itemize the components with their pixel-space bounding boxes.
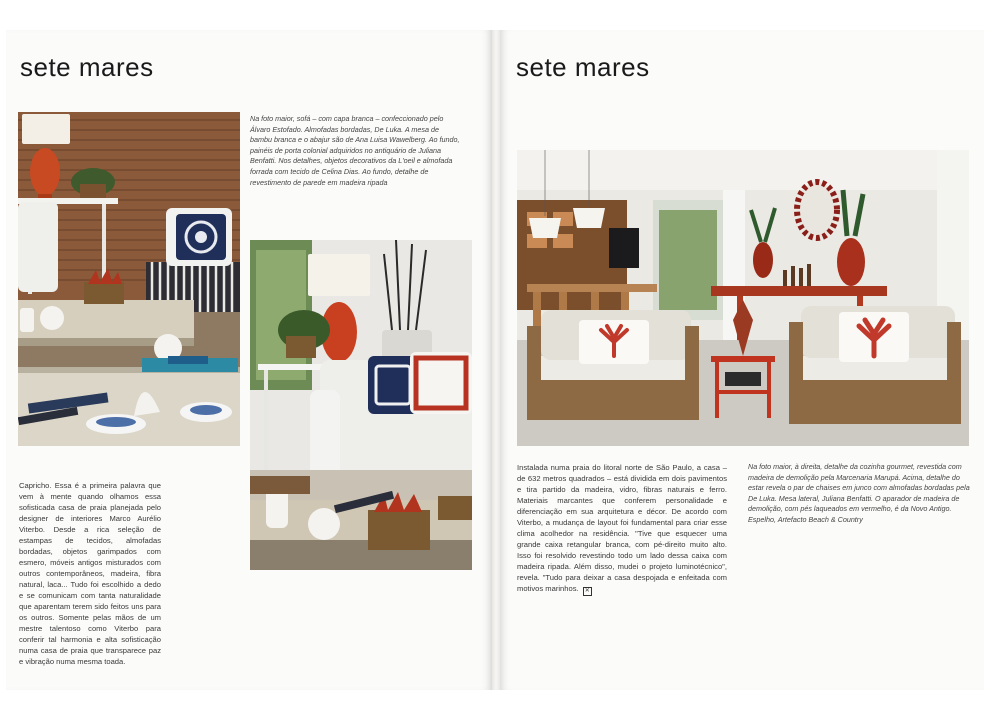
end-of-article-mark: ✕ (584, 588, 590, 594)
right-body-paragraph: Instalada numa praia do litoral norte de São Paulo, a casa – de 632 metros quadrados – está dividida em dois pavimentos e tira partido da madeira, vidro, fibras naturais e ferro. Materiais marcantes que conferem personalidade e diferenciação em sua arquitetura e décor. De acordo com Viterbo, a mudança de layout foi fundamental para criar esse clima acolhedor na residência. "Tive que esquecer uma grande caixa retangular branca, com pé-direito muito alto. Isso foi resolvido revestindo todo um lado dessa caixa com madeira ripada. Além disso, mudei o projeto luminotécnico", revela. "Tudo para deixar a casa despojada e enfeitada com motivos marinhos. (517, 463, 727, 593)
photo-living-room-blue-pillow (18, 112, 240, 446)
right-body-text (517, 462, 727, 596)
left-section-title: sete mares (20, 52, 154, 82)
photo-white-sofa-red-pillow (250, 240, 472, 570)
right-photo-caption: Na foto maior, à direita, detalhe da cozinha gourmet, revestida com madeira de demolição pela Marcenaria Marupá. Acima, detalhe do estar revela o par de chaises em junco com almofadas bordadas pela De Luka. Mesa lateral, Juliana Benfatti. O aparador de madeira de demolição, com pés laqueados em vermelho, é da Novo Antigo. Espelho, Artefacto Beach & Country (748, 462, 970, 524)
photo-living-room-chaises (517, 150, 969, 446)
page-gutter (492, 30, 500, 690)
left-body-text: Capricho. Essa é a primeira palavra que vem à mente quando olhamos essa sofisticada casa de praia planejada pelo designer de interiores Marco Aurélio Viterbo. Desde a rica seleção de estampas de tecidos, almofadas bordadas, objetos garimpados com esmero, móveis antigos misturados com outros contemporâneos, madeira, fibra natural, laca... Tudo foi escolhido a dedo e se comunicam com tanta naturalidade que aparentam terem sido feitos uns para os outros. Somente pelas mãos de um mestre talentoso como Viterbo para conferir tal harmonia e alta sofisticação numa casa de praia que transparece paz e vibração numa mesma toada. (19, 481, 161, 666)
left-photo-caption: Na foto maior, sofá – com capa branca – confeccionado pelo Álvaro Estofado. Almofadas bordadas, De Luka. A mesa de bambu branca e o abajur são de Ana Luisa Wawelberg. Ao fundo, painéis de porta colonial adquiridos no antiquário de Juliana Benfatti. Nos detalhes, objetos decorativos da L'oeil e almofada forrada com tecido de Celina Dias. Ao fundo, detalhe de revestimento de parede em madeira ripada (250, 114, 460, 187)
right-section-title: sete mares (516, 52, 650, 82)
